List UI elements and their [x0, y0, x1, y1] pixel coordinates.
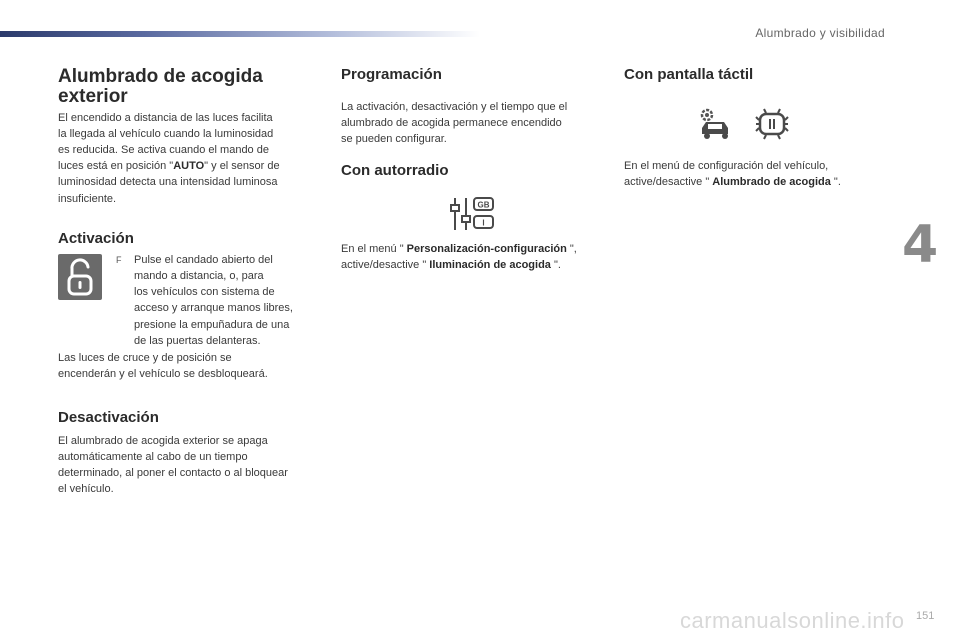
- deactivation-line: El alumbrado de acogida exterior se apaga: [58, 435, 268, 447]
- unlocked-padlock-icon: [58, 254, 102, 300]
- watermark: carmanualsonline.info: [680, 608, 905, 633]
- bullet-line: mando a distancia, o, para: [134, 270, 264, 282]
- intro-line: luminosidad detecta una intensidad luminosa: [58, 176, 278, 188]
- activation-result-line: Las luces de cruce y de posición se: [58, 352, 232, 364]
- touchscreen-line: active/desactive " Alumbrado de acogida ".: [624, 176, 841, 188]
- car-settings-icon: [698, 106, 734, 142]
- intro-line: es reducida. Se activa cuando el mando de: [58, 144, 269, 156]
- bullet-line: Pulse el candado abierto del: [134, 254, 273, 266]
- activation-heading: Activación: [58, 230, 134, 247]
- header-accent-bar: [0, 31, 480, 37]
- intro-line: El encendido a distancia de las luces facilita: [58, 112, 273, 124]
- chapter-number: 4: [902, 215, 939, 275]
- bullet-line: presione la empuñadura de una: [134, 319, 290, 331]
- programming-line: alumbrado de acogida permanece encendido: [341, 117, 562, 129]
- activation-result-line: encenderán y el vehículo se desbloqueará.: [58, 368, 268, 380]
- deactivation-heading: Desactivación: [58, 409, 159, 426]
- language-badge-top: GB: [477, 200, 490, 210]
- lighting-visibility-icon: [754, 106, 790, 142]
- intro-line: luces está en posición "AUTO" y el sensor de: [58, 160, 280, 172]
- section-title: Alumbrado y visibilidad: [755, 26, 885, 40]
- touchscreen-line: En el menú de configuración del vehículo,: [624, 160, 829, 172]
- page-title: Alumbrado de acogida exterior: [58, 66, 263, 107]
- intro-line: insuficiente.: [58, 193, 117, 205]
- bullet-line: acceso y arranque manos libres,: [134, 302, 293, 314]
- intro-line: la llegada al vehículo cuando la luminosidad: [58, 128, 274, 140]
- page-number: 151: [916, 610, 935, 622]
- autoradio-heading: Con autorradio: [341, 162, 449, 179]
- autoradio-line: En el menú " Personalización-configuración ",: [341, 243, 577, 255]
- settings-sliders-language-icon: [449, 196, 495, 232]
- bullet-marker: F: [116, 255, 122, 265]
- touchscreen-heading: Con pantalla táctil: [624, 66, 754, 83]
- bullet-line: los vehículos con sistema de: [134, 286, 275, 298]
- language-badge-bottom: I: [482, 218, 485, 228]
- programming-heading: Programación: [341, 66, 442, 83]
- autoradio-line: active/desactive " Iluminación de acogida ".: [341, 259, 561, 271]
- deactivation-line: automáticamente al cabo de un tiempo: [58, 451, 248, 463]
- bullet-line: de las puertas delanteras.: [134, 335, 261, 347]
- programming-line: se pueden configurar.: [341, 133, 447, 145]
- deactivation-line: determinado, al poner el contacto o al bloquear: [58, 467, 288, 479]
- programming-line: La activación, desactivación y el tiempo que el: [341, 101, 568, 113]
- deactivation-line: el vehículo.: [58, 483, 114, 495]
